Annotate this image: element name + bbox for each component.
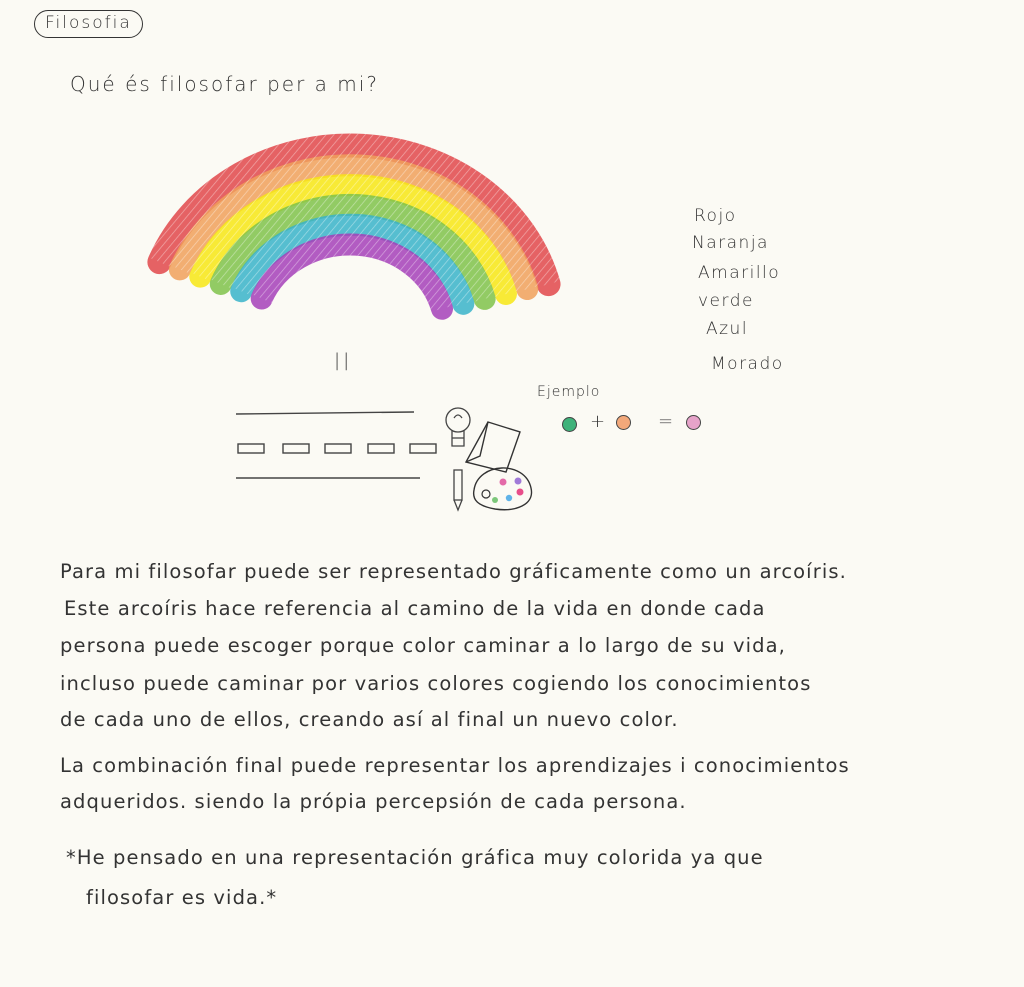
question-heading: Qué és filosofar per a mi? xyxy=(70,72,379,96)
example-orange-dot xyxy=(616,415,631,430)
legend-orange: Naranja xyxy=(692,233,769,253)
paragraph-line: Para mi filosofar puede ser representado gráficamente como un arcoíris. xyxy=(60,560,847,583)
paragraph-line: Este arcoíris hace referencia al camino de la vida en donde cada xyxy=(64,597,766,620)
paragraph-line: de cada uno de ellos, creando así al final un nuevo color. xyxy=(60,708,679,731)
paragraph-line: incluso puede caminar por varios colores cogiendo los conocimientos xyxy=(60,672,812,695)
plus-sign: + xyxy=(590,411,607,432)
example-label: Ejemplo xyxy=(537,384,601,400)
legend-green: verde xyxy=(698,291,754,311)
legend-purple: Morado xyxy=(711,354,784,374)
paragraph-line: persona puede escoger porque color caminar a lo largo de su vida, xyxy=(60,634,786,657)
notebook-icon xyxy=(466,422,520,472)
equals-sign: = xyxy=(658,411,675,432)
palette-icon xyxy=(474,468,532,510)
road-icon xyxy=(236,412,436,478)
paragraph-line: La combinación final puede representar los aprendizajes i conocimientos xyxy=(60,754,850,777)
pencil-icon xyxy=(454,470,462,510)
equivalence-mark: || xyxy=(334,350,353,371)
paragraph-note: filosofar es vida.* xyxy=(86,886,278,909)
rainbow-hatch xyxy=(262,245,442,309)
rainbow-icon xyxy=(159,145,548,308)
legend-blue: Azul xyxy=(706,319,749,339)
example-pink-dot xyxy=(686,415,701,430)
page-title: Filosofia xyxy=(34,10,143,38)
paragraph-note: *He pensado en una representación gráfica muy colorida ya que xyxy=(66,846,764,869)
lightbulb-icon xyxy=(446,408,470,446)
paragraph-line: adqueridos. siendo la própia percepsión de cada persona. xyxy=(60,790,687,813)
legend-red: Rojo xyxy=(694,206,737,226)
legend-yellow: Amarillo xyxy=(698,263,781,283)
example-green-dot xyxy=(562,417,577,432)
color-legend xyxy=(690,206,820,381)
